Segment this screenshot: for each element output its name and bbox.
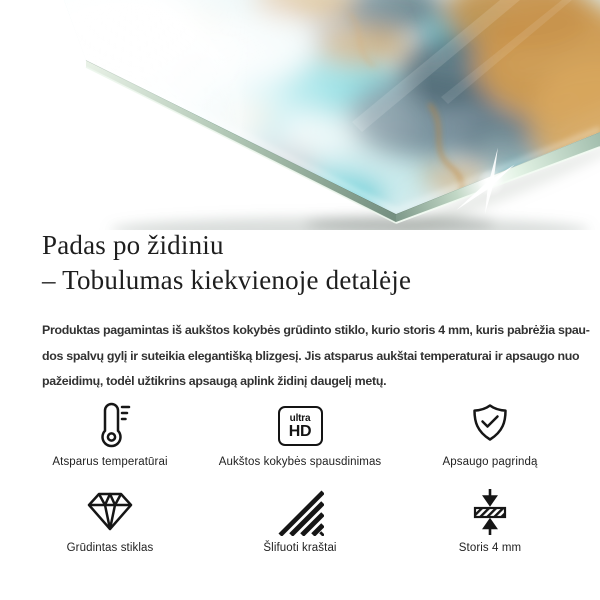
ultra-hd-text-top: ultra	[289, 412, 311, 424]
title-line-2: – Tobulumas kiekvienoje detalėje	[42, 265, 412, 295]
ultra-hd-text-bottom: HD	[288, 422, 312, 440]
feature-thickness	[395, 486, 585, 572]
feature-polished-edges	[205, 486, 395, 572]
description-line: pažeidimų, todėl užtikrins apsaugą aplink židinį daugelį metų.	[42, 374, 387, 388]
feature-temperature-resistant	[15, 400, 205, 486]
product-info-section	[42, 228, 590, 395]
page-title	[42, 228, 582, 298]
title-line-1: Padas po židiniu	[42, 230, 224, 260]
feature-label: Aukštos kokybės spausdinimas	[218, 456, 382, 468]
feature-label: Grūdintas stiklas	[66, 542, 154, 554]
feature-label: Storis 4 mm	[458, 542, 522, 554]
shield-check-icon	[462, 400, 518, 452]
diamond-icon	[82, 486, 138, 538]
feature-grid	[15, 400, 585, 572]
feature-label: Apsaugo pagrindą	[442, 456, 538, 468]
feature-label: Atsparus temperatūrai	[52, 456, 168, 468]
description-line: Produktas pagamintas iš aukštos kokybės grūdinto stiklo, kurio storis 4 mm, kuris pabrėžia spau-	[42, 323, 590, 337]
ultra-hd-badge	[278, 406, 323, 446]
description-line: dos spalvų gylį ir suteikia elegantišką blizgesį. Jis atsparus aukštai temperaturai ir apsaugo nuo	[42, 348, 580, 363]
product-description	[42, 318, 590, 395]
thickness-4mm-icon	[462, 486, 518, 538]
product-photo	[0, 0, 600, 230]
polished-edges-icon	[272, 486, 328, 538]
feature-hd-print	[205, 400, 395, 486]
feature-tempered-glass	[15, 486, 205, 572]
ultra-hd-icon	[278, 400, 323, 452]
feature-protects-base	[395, 400, 585, 486]
thermometer-icon	[82, 400, 138, 452]
feature-label: Šlifuoti kraštai	[263, 542, 337, 554]
glass-panel-render	[0, 0, 600, 230]
